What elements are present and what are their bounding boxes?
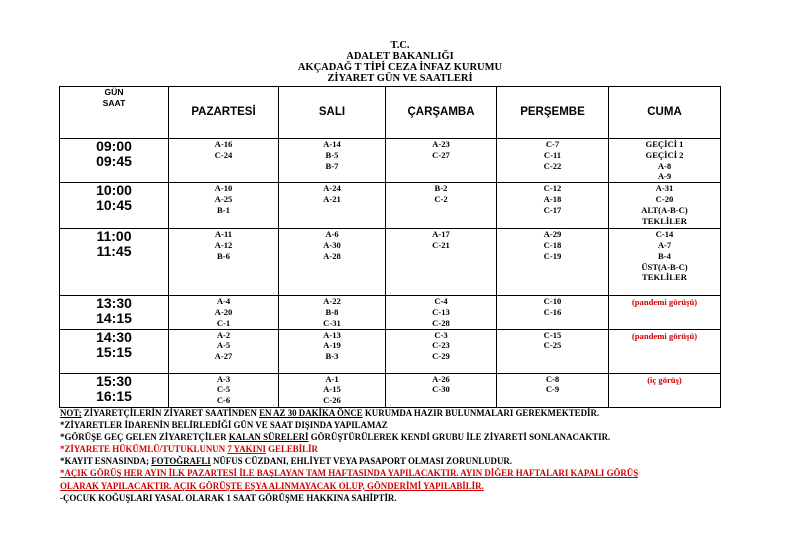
ward-item: B-2	[434, 183, 448, 194]
ward-item: C-7	[545, 139, 560, 149]
schedule-cell-wednesday	[386, 139, 497, 183]
schedule-cell-tuesday	[279, 329, 386, 373]
table-row	[60, 183, 721, 229]
ward-item: C-29	[432, 351, 450, 362]
ward-item: A-13	[323, 329, 341, 340]
ward-item: C-2	[434, 193, 448, 204]
ward-item: C-9	[545, 384, 560, 395]
note-outside-hours: *ZİYARETLER İDARENİN BELİRLEDİĞİ GÜN VE SAAT DIŞINDA YAPILAMAZ	[60, 420, 388, 431]
ward-item: C-13	[432, 306, 450, 317]
ward-item: A-2	[216, 329, 231, 340]
ward-item: C-12	[543, 183, 562, 194]
ward-item: (pandemi görüşü)	[631, 330, 698, 341]
table-row	[60, 329, 721, 373]
ward-item: A-3	[216, 373, 231, 384]
header-institution: AKÇADAĞ T TİPİ CEZA İNFAZ KURUMU	[297, 62, 503, 73]
note-emphasis: KALAN SÜRELERİ	[228, 432, 309, 443]
ward-item: C-3	[434, 329, 448, 340]
ward-item: A-20	[214, 306, 233, 317]
time-start: 15:30	[96, 372, 132, 389]
ward-item: GEÇİCİ 1	[645, 139, 684, 149]
ward-item: A-19	[323, 340, 341, 351]
note-children-ward: -ÇOCUK KOĞUŞLARI YASAL OLARAK 1 SAAT GÖRÜŞME HAKKINA SAHİPTİR.	[60, 492, 397, 503]
note-text: *KAYIT ESNASINDA;	[60, 456, 152, 467]
ward-item: A-11	[214, 229, 233, 240]
ward-item: C-16	[543, 306, 562, 317]
note-text: KURUMDA HAZIR BULUNMALARI GEREKMEKTEDİR.	[362, 408, 600, 418]
schedule-cell-monday	[169, 329, 279, 373]
note-label: NOT;	[60, 408, 82, 418]
ward-item: A-22	[323, 296, 341, 307]
schedule-cell-monday	[169, 183, 279, 229]
ward-item: A-16	[214, 139, 233, 149]
ward-item: A-1	[325, 373, 339, 384]
ward-item: A-8	[657, 160, 672, 171]
time-end: 14:15	[96, 310, 132, 327]
note-late-arrival	[60, 431, 760, 443]
ward-item: C-21	[432, 239, 450, 250]
ward-item: C-8	[545, 373, 560, 384]
table-row	[60, 296, 721, 329]
schedule-cell-friday	[609, 183, 721, 229]
schedule-cell-friday	[609, 329, 721, 373]
ward-item: A-31	[655, 183, 674, 194]
time-end: 11:45	[96, 243, 132, 260]
schedule-cell-tuesday	[279, 229, 386, 296]
schedule-cell-wednesday	[386, 329, 497, 373]
time-start: 13:30	[96, 295, 132, 312]
ward-item: C-1	[216, 317, 231, 328]
schedule-cell-friday	[609, 139, 721, 183]
note-text: NÜFUS CÜZDANI, EHLİYET VEYA PASAPORT OLMASI ZORUNLUDUR.	[210, 456, 513, 467]
time-end: 15:15	[96, 343, 132, 360]
time-end: 16:15	[96, 387, 132, 404]
ward-item: B-5	[325, 149, 339, 160]
note-text: ZİYARETÇİLERİN ZİYARET SAATİNDEN	[81, 408, 260, 418]
ward-item: C-20	[655, 193, 674, 204]
note-text: GÖRÜŞTÜRÜLEREK KENDİ GRUBU İLE ZİYARETİ SONLANACAKTIR.	[308, 432, 611, 443]
ward-item: C-11	[543, 149, 562, 160]
ward-item: B-4	[658, 250, 671, 261]
ward-item: C-27	[432, 149, 450, 160]
schedule-cell-friday	[609, 373, 721, 407]
ward-item: C-15	[543, 329, 562, 340]
table-row	[60, 229, 721, 296]
day-header-monday: PAZARTESİ	[169, 87, 279, 139]
schedule-cell-monday	[169, 229, 279, 296]
ward-item: (pandemi görüşü)	[631, 297, 698, 308]
time-start: 14:30	[96, 328, 132, 345]
schedule-cell-thursday	[497, 183, 609, 229]
schedule-cell-thursday	[497, 373, 609, 407]
ward-item: A-25	[214, 193, 233, 204]
ward-item: A-27	[214, 351, 233, 362]
note-emphasis: EN AZ 30 DAKİKA ÖNCE	[259, 408, 363, 418]
note-open-visit-cont: OLARAK YAPILACAKTIR. AÇIK GÖRÜŞTE EŞYA ALINMAYACAK OLUP, GÖNDERİMİ YAPILABİLİR.	[60, 480, 484, 491]
ward-item: A-30	[323, 239, 341, 250]
corner-day-label: GÜN	[104, 87, 124, 97]
time-slot-cell	[60, 139, 169, 183]
note-id-required	[60, 455, 760, 467]
note-emphasis: FOTOĞRAFLI	[151, 456, 211, 467]
ward-item: A-5	[216, 340, 231, 351]
ward-item: C-10	[543, 296, 562, 307]
time-start: 11:00	[96, 228, 132, 245]
ward-item: C-26	[323, 395, 341, 406]
ward-item: C-5	[216, 384, 231, 395]
schedule-cell-wednesday	[386, 373, 497, 407]
ward-item: A-14	[323, 139, 341, 149]
ward-item: B-6	[217, 250, 230, 261]
corner-cell	[60, 87, 169, 139]
note-emphasis: 7 YAKINI	[227, 444, 266, 455]
ward-item: C-4	[434, 296, 448, 307]
header-tc: T.C.	[390, 40, 410, 51]
ward-item: B-7	[325, 160, 339, 171]
visit-schedule-table	[59, 86, 721, 408]
schedule-cell-monday	[169, 139, 279, 183]
ward-item: C-14	[655, 229, 674, 240]
table-row	[60, 373, 721, 407]
schedule-cell-thursday	[497, 329, 609, 373]
ward-item: C-24	[214, 149, 233, 160]
ward-item: C-30	[432, 384, 450, 395]
schedule-cell-thursday	[497, 296, 609, 329]
day-header-wednesday: ÇARŞAMBA	[386, 87, 497, 139]
note-arrival	[60, 407, 760, 419]
schedule-cell-friday	[609, 296, 721, 329]
day-header-tuesday: SALI	[279, 87, 386, 139]
ward-item: A-26	[432, 373, 450, 384]
ward-item: A-15	[323, 384, 341, 395]
ward-item: A-12	[214, 239, 233, 250]
time-slot-cell	[60, 329, 169, 373]
time-slot-cell	[60, 229, 169, 296]
note-visitor-limit	[60, 443, 760, 455]
corner-time-label: SAAT	[102, 97, 126, 108]
ward-item: C-23	[432, 340, 450, 351]
ward-item: GEÇİCİ 2	[645, 149, 684, 160]
ward-item: C-17	[543, 204, 562, 215]
ward-item: A-18	[543, 193, 562, 204]
ward-item: A-9	[657, 171, 672, 182]
table-header-row	[60, 87, 721, 139]
page-title: ZİYARET GÜN VE SAATLERİ	[327, 73, 473, 84]
schedule-cell-monday	[169, 296, 279, 329]
schedule-cell-friday	[609, 229, 721, 296]
note-text: *GÖRÜŞE GEÇ GELEN ZİYARETÇİLER	[60, 432, 229, 443]
schedule-cell-tuesday	[279, 139, 386, 183]
ward-item: B-1	[217, 204, 230, 215]
ward-item: C-25	[543, 340, 562, 351]
day-header-thursday: PERŞEMBE	[497, 87, 609, 139]
ward-item: C-6	[216, 395, 231, 406]
ward-item: B-3	[325, 351, 339, 362]
schedule-cell-wednesday	[386, 296, 497, 329]
note-text: GELEBİLİR	[265, 444, 318, 455]
note-open-visit: *AÇIK GÖRÜŞ HER AYIN İLK PAZARTESİ İLE BAŞLAYAN TAM HAFTASINDA YAPILACAKTIR. AYIN DİĞER HAFTALARI KAPALI GÖRÜŞ	[60, 468, 639, 479]
time-slot-cell	[60, 296, 169, 329]
note-text: *ZİYARETE HÜKÜMLÜ/TUTUKLUNUN	[60, 444, 228, 455]
time-end: 09:45	[96, 153, 132, 169]
ward-item: C-19	[543, 250, 562, 261]
ward-item: ALT(A-B-C)	[641, 204, 688, 215]
header-ministry: ADALET BAKANLIĞI	[346, 51, 454, 62]
ward-item: A-17	[432, 229, 450, 240]
time-start: 10:00	[96, 182, 132, 199]
schedule-cell-wednesday	[386, 183, 497, 229]
ward-item: A-4	[216, 296, 231, 307]
day-header-friday: CUMA	[609, 87, 721, 139]
ward-item: A-23	[432, 139, 450, 149]
schedule-cell-tuesday	[279, 373, 386, 407]
ward-item: A-10	[214, 183, 233, 194]
ward-item: C-18	[543, 239, 562, 250]
ward-item: TEKLİLER	[642, 272, 687, 283]
schedule-cell-tuesday	[279, 296, 386, 329]
schedule-cell-thursday	[497, 229, 609, 296]
ward-item: TEKLİLER	[642, 215, 687, 226]
time-start: 09:00	[96, 138, 132, 154]
schedule-cell-tuesday	[279, 183, 386, 229]
time-slot-cell	[60, 183, 169, 229]
schedule-cell-thursday	[497, 139, 609, 183]
ward-item: A-21	[323, 193, 341, 204]
time-slot-cell	[60, 373, 169, 407]
ward-item: A-24	[323, 183, 341, 194]
ward-item: C-28	[432, 317, 450, 328]
schedule-cell-wednesday	[386, 229, 497, 296]
table-row	[60, 139, 721, 183]
ward-item: (iç görüş)	[647, 374, 682, 385]
notes-section	[60, 407, 760, 504]
ward-item: A-28	[323, 250, 341, 261]
schedule-cell-monday	[169, 373, 279, 407]
ward-item: B-8	[325, 306, 339, 317]
ward-item: C-22	[543, 160, 562, 171]
ward-item: A-29	[543, 229, 562, 240]
ward-item: A-7	[657, 239, 672, 250]
ward-item: A-6	[325, 229, 339, 240]
ward-item: C-31	[323, 317, 341, 328]
ward-item: ÜST(A-B-C)	[641, 261, 688, 272]
time-end: 10:45	[96, 197, 132, 214]
